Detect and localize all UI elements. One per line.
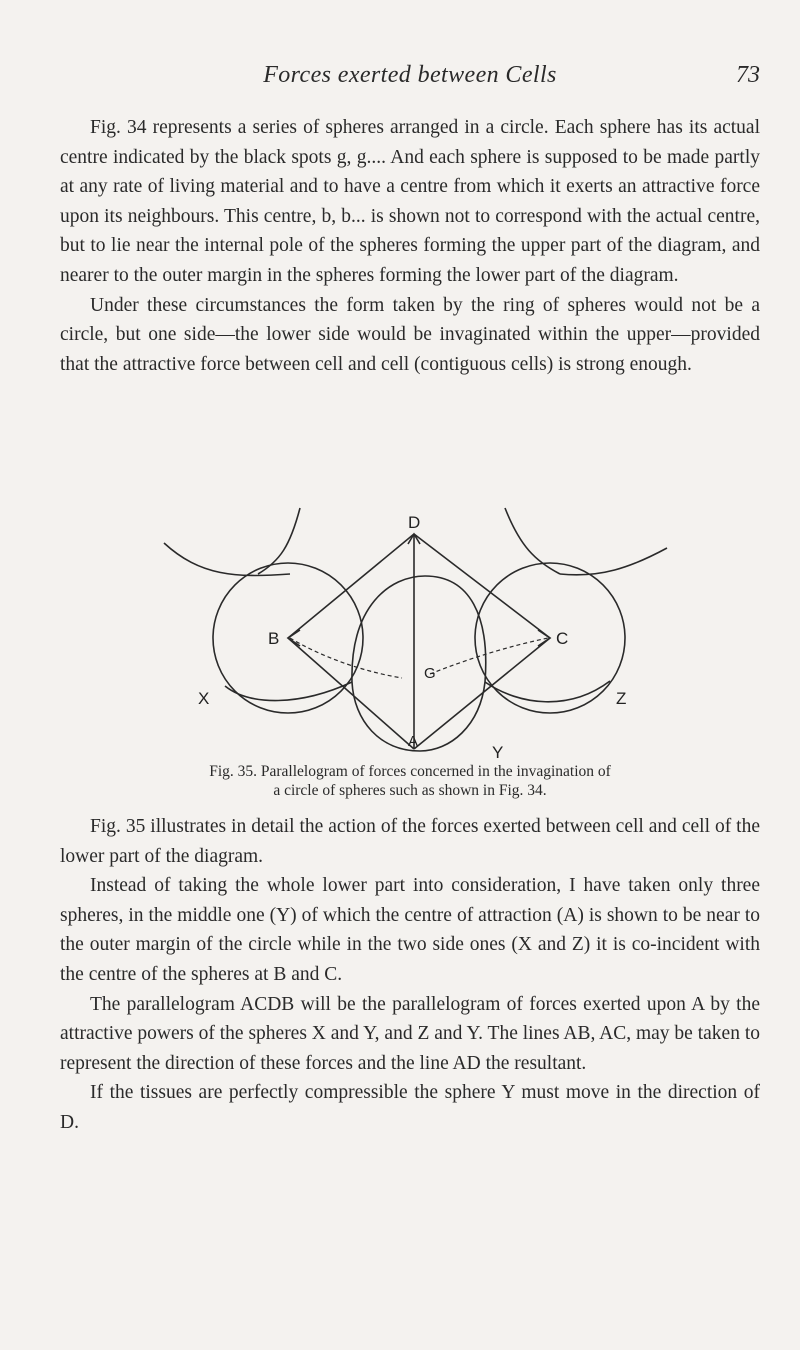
paragraph: Fig. 34 represents a series of spheres arranged in a circle. Each sphere has its actual centre indicated by the black spots g, g.... And each sphere is supposed to be made partly at any rate of living material and to have a centre from which it exerts an attractive force upon its neighbours. This centre, b, b... is shown not to correspond with the actual centre, but to lie near the internal pole of the spheres forming the upper part of the diagram, and nearer to the outer margin in the spheres forming the lower part of the diagram.: [60, 117, 760, 286]
label-g: G: [424, 665, 436, 682]
line-dc: [414, 534, 550, 638]
page-number: 73: [736, 62, 760, 88]
label-y: Y: [492, 743, 504, 762]
running-title: Forces exerted between Cells: [263, 62, 557, 88]
label-z: Z: [616, 689, 627, 708]
caption-line: Fig. 35. Parallelogram of forces concerned in the invagination of: [209, 763, 611, 780]
paragraph: Fig. 35 illustrates in detail the action of the forces exerted between cell and cell of the lower part of the diagram.: [60, 816, 760, 867]
line-ac: [414, 638, 550, 749]
figure-35-diagram: [140, 506, 680, 762]
label-a: A: [408, 733, 419, 750]
figure-35: [60, 506, 760, 799]
outer-arc-right: [560, 548, 667, 575]
figure-caption: [60, 762, 760, 800]
dashed-line-gc: [430, 638, 548, 674]
sphere-y: [352, 576, 486, 751]
label-d: D: [408, 513, 421, 532]
text-block-bottom: [60, 812, 760, 1138]
paragraph: If the tissues are perfectly compressible the sphere Y must move in the direction of D.: [60, 1082, 760, 1133]
label-x: X: [198, 689, 210, 708]
text-block-top: [60, 113, 760, 379]
caption-line: a circle of spheres such as shown in Fig. 34.: [273, 782, 547, 799]
upper-sphere-right-edge: [505, 508, 560, 574]
paragraph: Under these circumstances the form taken by the ring of spheres would not be a circle, but one side—the lower side would be invaginated within the upper—provided that the attractive force between cell and cell (contiguous cells) is strong enough.: [60, 294, 760, 375]
line-ab: [288, 638, 414, 749]
label-b: B: [268, 629, 280, 648]
paragraph: The parallelogram ACDB will be the parallelogram of forces exerted upon A by the attractive powers of the spheres X and Y, and Z and Y. The lines AB, AC, may be taken to represent the direction of these forces and the line AD the resultant.: [60, 993, 760, 1074]
inner-arc-right: [485, 681, 610, 702]
label-c: C: [556, 629, 569, 648]
paragraph: Instead of taking the whole lower part into consideration, I have taken only three spheres, in the middle one (Y) of which the centre of attraction (A) is shown to be near to the outer margin of the circle while in the two side ones (X and Z) it is co-incident with the centre of the spheres at B and C.: [60, 875, 760, 985]
dashed-line-gb: [290, 638, 402, 678]
line-db: [288, 534, 414, 638]
running-head: [60, 62, 760, 96]
outer-arc-left: [164, 543, 290, 576]
